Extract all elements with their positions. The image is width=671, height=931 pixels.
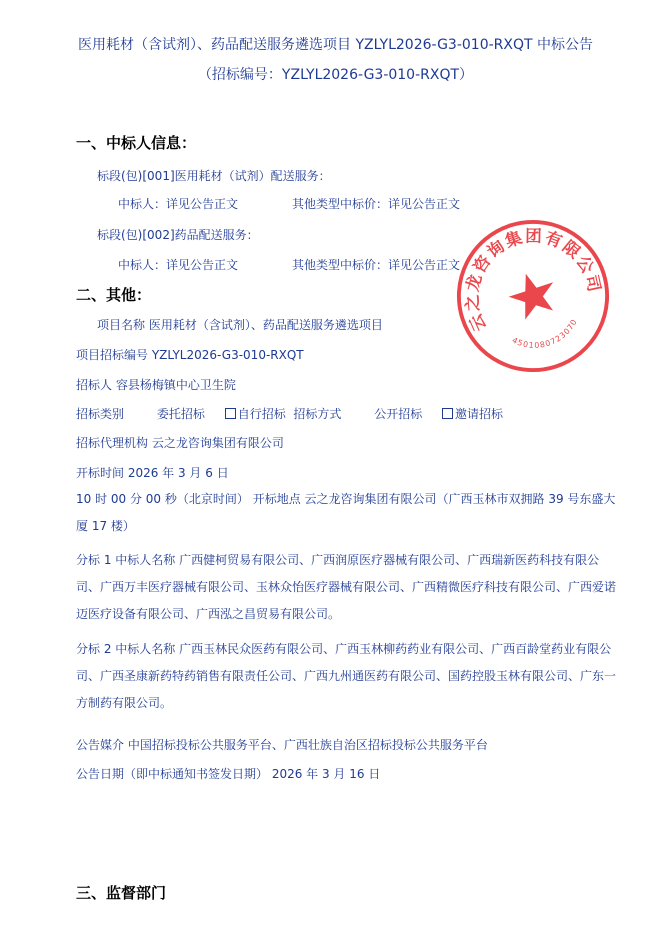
project-name: 项目名称 医用耗材（含试剂）、药品配送服务遴选项目: [97, 318, 383, 332]
open-time-place: 10 时 00 分 00 秒（北京时间） 开标地点 云之龙咨询集团有限公司（广西玉林市双拥路 39 号东盛大厦 17 楼）: [76, 492, 616, 533]
lot1-label: 标段(包)[001]医用耗材（试剂）配送服务：: [97, 169, 331, 183]
company-seal-stamp: [455, 218, 611, 374]
tender-type-row: [76, 405, 503, 422]
svg-text:云之龙咨询集团有限公司: [455, 218, 606, 335]
checkbox-checked-icon: [361, 408, 372, 419]
project-code: 项目招标编号 YZLYL2026-G3-010-RXQT: [76, 348, 304, 362]
lot2-label: 标段(包)[002]药品配送服务：: [97, 228, 259, 242]
doc-title: 医用耗材（含试剂）、药品配送服务遴选项目 YZLYL2026-G3-010-RXQT 中标公告: [78, 37, 593, 53]
method-option-2: 邀请招标: [455, 407, 504, 421]
lot1-price: 其他类型中标价：详见公告正文: [292, 197, 461, 211]
checkbox-checked-icon: [144, 408, 155, 419]
tenderer: 招标人 容县杨梅镇中心卫生院: [76, 378, 236, 392]
checkbox-empty-icon: [442, 408, 453, 419]
method-label: 招标方式: [293, 407, 342, 421]
method-option-1: 公开招标: [374, 407, 423, 421]
notice-date: 公告日期（即中标通知书签发日期） 2026 年 3 月 16 日: [76, 767, 381, 781]
lot2-price: 其他类型中标价：详见公告正文: [292, 258, 461, 272]
tender-type-option-2: 自行招标: [237, 407, 286, 421]
lot2-winners: 分标 2 中标人名称 广西玉林民众医药有限公司、广西玉林柳药药业有限公司、广西百龄堂药业有限公司、广西圣康新药特药销售有限责任公司、广西九州通医药有限公司、国药控股玉林有限公司、广东一方制药有限公司。: [76, 642, 617, 710]
svg-text:4501080723070: [509, 315, 584, 358]
seal-code: 4501080723070: [510, 317, 580, 350]
lot2-winner: 中标人：详见公告正文: [118, 258, 239, 272]
agency: 招标代理机构 云之龙咨询集团有限公司: [76, 436, 284, 450]
lot1-winners: 分标 1 中标人名称 广西健柯贸易有限公司、广西润原医疗器械有限公司、广西瑞新医药科技有限公司、广西万丰医疗器械有限公司、玉林众怡医疗器械有限公司、广西精微医疗科技有限公司、广西爱诺迈医疗设备有限公司、广西泓之昌贸易有限公司。: [76, 553, 617, 621]
checkbox-empty-icon: [225, 408, 236, 419]
doc-subtitle: （招标编号：YZLYL2026-G3-010-RXQT）: [197, 67, 474, 83]
section2-heading: 二、其他：: [76, 286, 152, 304]
section3-heading: 三、监督部门: [76, 884, 167, 902]
open-date: 开标时间 2026 年 3 月 6 日: [76, 466, 229, 480]
tender-type-option-1: 委托招标: [156, 407, 205, 421]
section1-heading: 一、中标人信息：: [76, 134, 197, 152]
media: 公告媒介 中国招标投标公共服务平台、广西壮族自治区招标投标公共服务平台: [76, 738, 488, 752]
lot1-winner: 中标人：详见公告正文: [118, 197, 239, 211]
seal-org-name: 云之龙咨询集团有限公司: [462, 226, 605, 335]
tender-type-label: 招标类别: [76, 407, 125, 421]
seal-star-icon: [504, 267, 562, 323]
